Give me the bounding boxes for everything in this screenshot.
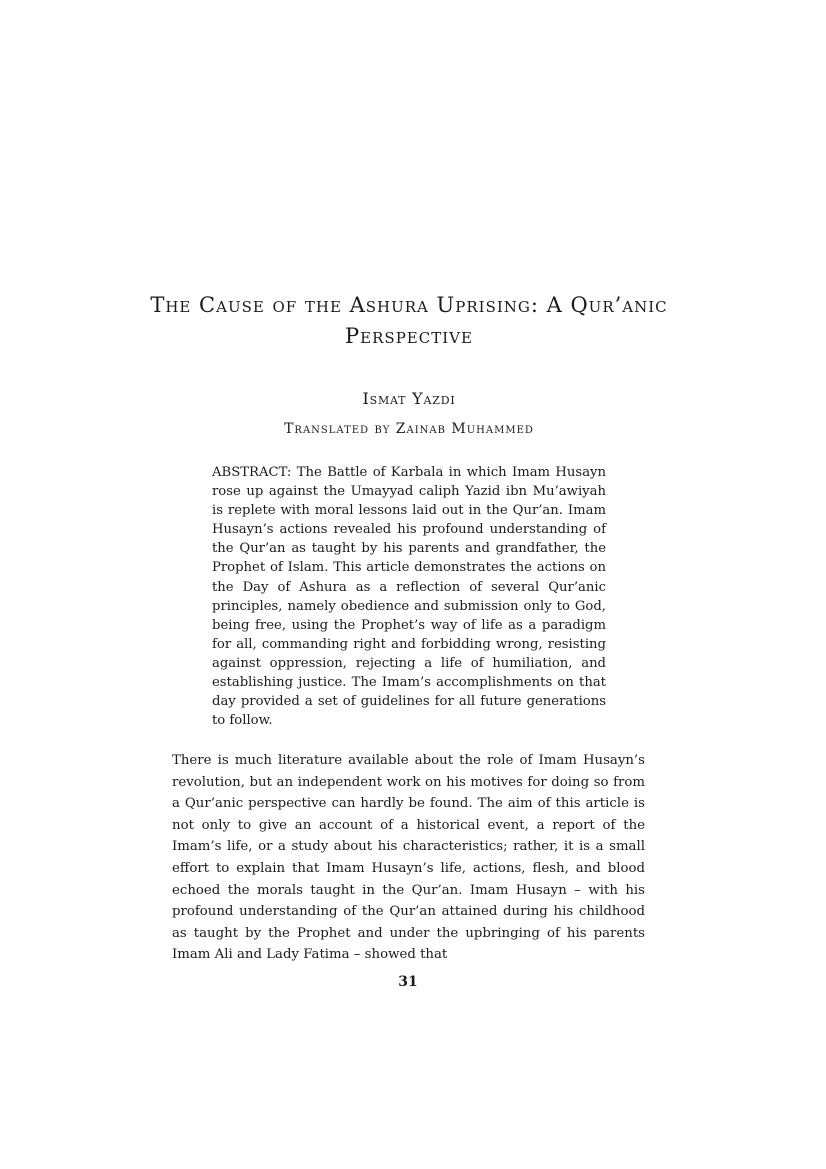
body-paragraph: There is much literature available about the role of Imam Husayn’s revolution, but an independent work on his motives for doing so from a Qur’anic perspective can hardly be found. The aim of this article is not only to give an account of a historical event, a report of the Imam’s life, or a study about his characteristics; rather, it is a small effort to explain that Imam Husayn’s life, actions, flesh, and blood echoed the morals taught in the Qur’an. Imam Husayn – with his profound understanding of the Qur’an attained during his childhood as taught by the Prophet and under the upbringing of his parents Imam Ali and Lady Fatima – showed that — [172, 753, 645, 963]
article-title: The Cause of the Ashura Uprising: A Qur’anic Perspective — [150, 293, 668, 348]
page-number: 31 — [398, 974, 418, 990]
author-name: Ismat Yazdi — [362, 389, 456, 408]
abstract — [212, 463, 606, 730]
translator-line: Translated by Zainab Muhammed — [284, 421, 534, 437]
abstract-label: ABSTRACT: — [212, 465, 292, 480]
title-block — [150, 290, 668, 352]
abstract-text: The Battle of Karbala in which Imam Husayn rose up against the Umayyad caliph Yazid ibn Mu’awiyah is replete with moral lessons laid out in the Qur’an. Imam Husayn’s actions revealed his profound understanding of the Qur’an as taught by his parents and grandfather, the Prophet of Islam. This article demonstrates the actions on the Day of Ashura as a reflection of several Qur’anic principles, namely obedience and submission only to God, being free, using the Prophet’s way of life as a paradigm for all, commanding right and forbidding wrong, resisting against oppression, rejecting a life of humiliation, and establishing justice. The Imam’s accomplishments on that day provided a set of guidelines for all future generations to follow. — [212, 465, 606, 729]
